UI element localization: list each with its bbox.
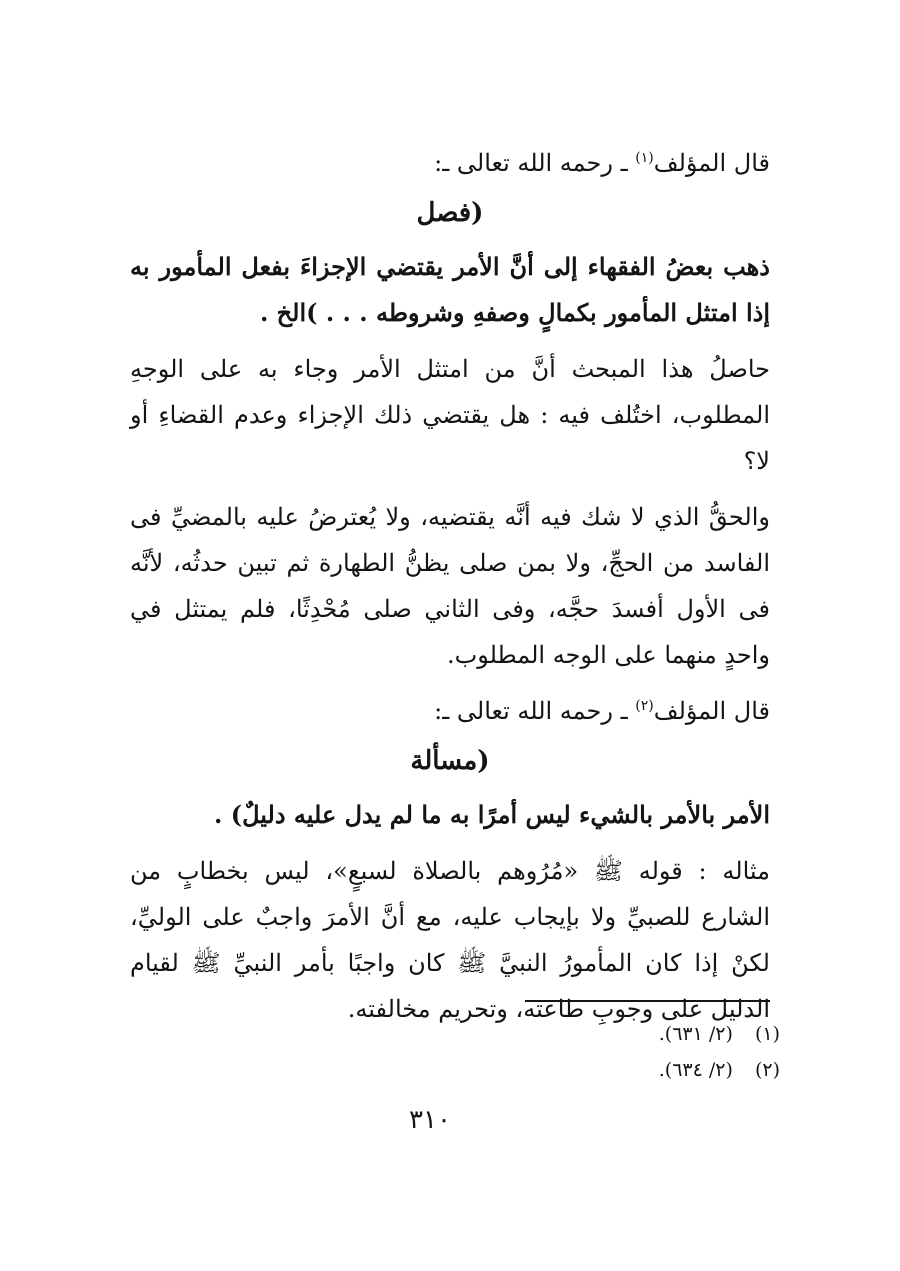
intro-tail: ـ رحمه الله تعالى ـ: [434, 149, 636, 177]
section-heading-fasl: (فصل [416, 198, 484, 228]
intro-tail: ـ رحمه الله تعالى ـ: [434, 697, 636, 725]
paragraph-3: مثاله : قوله ﷺ «مُرُوهم بالصلاة لسبعٍ»، ليس بخطابٍ من الشارع للصبيِّ ولا بإيجاب عليه، مع أنَّ الأمرَ واجبٌ على الوليِّ، لكنْ إذا كان المأمورُ النبيَّ ﷺ كان واجبًا بأمر النبيِّ ﷺ لقيام الدليل على وجوبِ طاعته، وتحريم مخالفته. [130, 857, 770, 1023]
footnote-divider [525, 1000, 770, 1002]
footnote-number: (١) [754, 1023, 780, 1045]
footnotes [560, 1016, 780, 1088]
intro-text: قال المؤلف [653, 697, 770, 725]
paragraph-1: حاصلُ هذا المبحث أنَّ من امتثل الأمر وجاء به على الوجهِ المطلوب، اختُلف فيه : هل يقتضي ذلك الإجزاء وعدم القضاءِ أو لا؟ [130, 355, 770, 475]
footnote-number: (٢) [754, 1059, 780, 1081]
footnote-1 [560, 1016, 780, 1052]
author-intro-2 [130, 688, 770, 734]
footnote-2 [560, 1052, 780, 1088]
paragraph-2: والحقُّ الذي لا شك فيه أنَّه يقتضيه، ولا يُعترضُ عليه بالمضيِّ فى الفاسد من الحجِّ، ولا بمن صلى يظنُّ الطهارة ثم تبين حدثُه، لأنَّه فى الأول أفسدَ حجَّه، وفى الثاني صلى مُحْدِثًا، فلم يمتثل في واحدٍ منهما على الوجه المطلوب. [130, 503, 770, 669]
quoted-text-1: ذهب بعضُ الفقهاء إلى أنَّ الأمر يقتضي الإجزاءَ بفعل المأمور به إذا امتثل المأمور بكمالٍ وصفهِ وشروطه . . . )الخ . [130, 252, 770, 327]
intro-text: قال المؤلف [653, 149, 770, 177]
quoted-text-2: الأمر بالأمر بالشيء ليس أمرًا به ما لم يدل عليه دليلٌ) . [214, 800, 770, 829]
footnote-text: (٢/ ٦٣١). [658, 1023, 733, 1045]
footnote-ref-2[interactable]: (٢) [635, 698, 654, 714]
author-intro-1 [130, 140, 770, 186]
page-body [130, 140, 770, 1042]
section-heading-masala: (مسألة [410, 746, 490, 776]
page-number: ٣١٠ [409, 1105, 451, 1135]
footnote-text: (٢/ ٦٣٤). [658, 1059, 733, 1081]
footnote-ref-1[interactable]: (١) [635, 150, 654, 166]
